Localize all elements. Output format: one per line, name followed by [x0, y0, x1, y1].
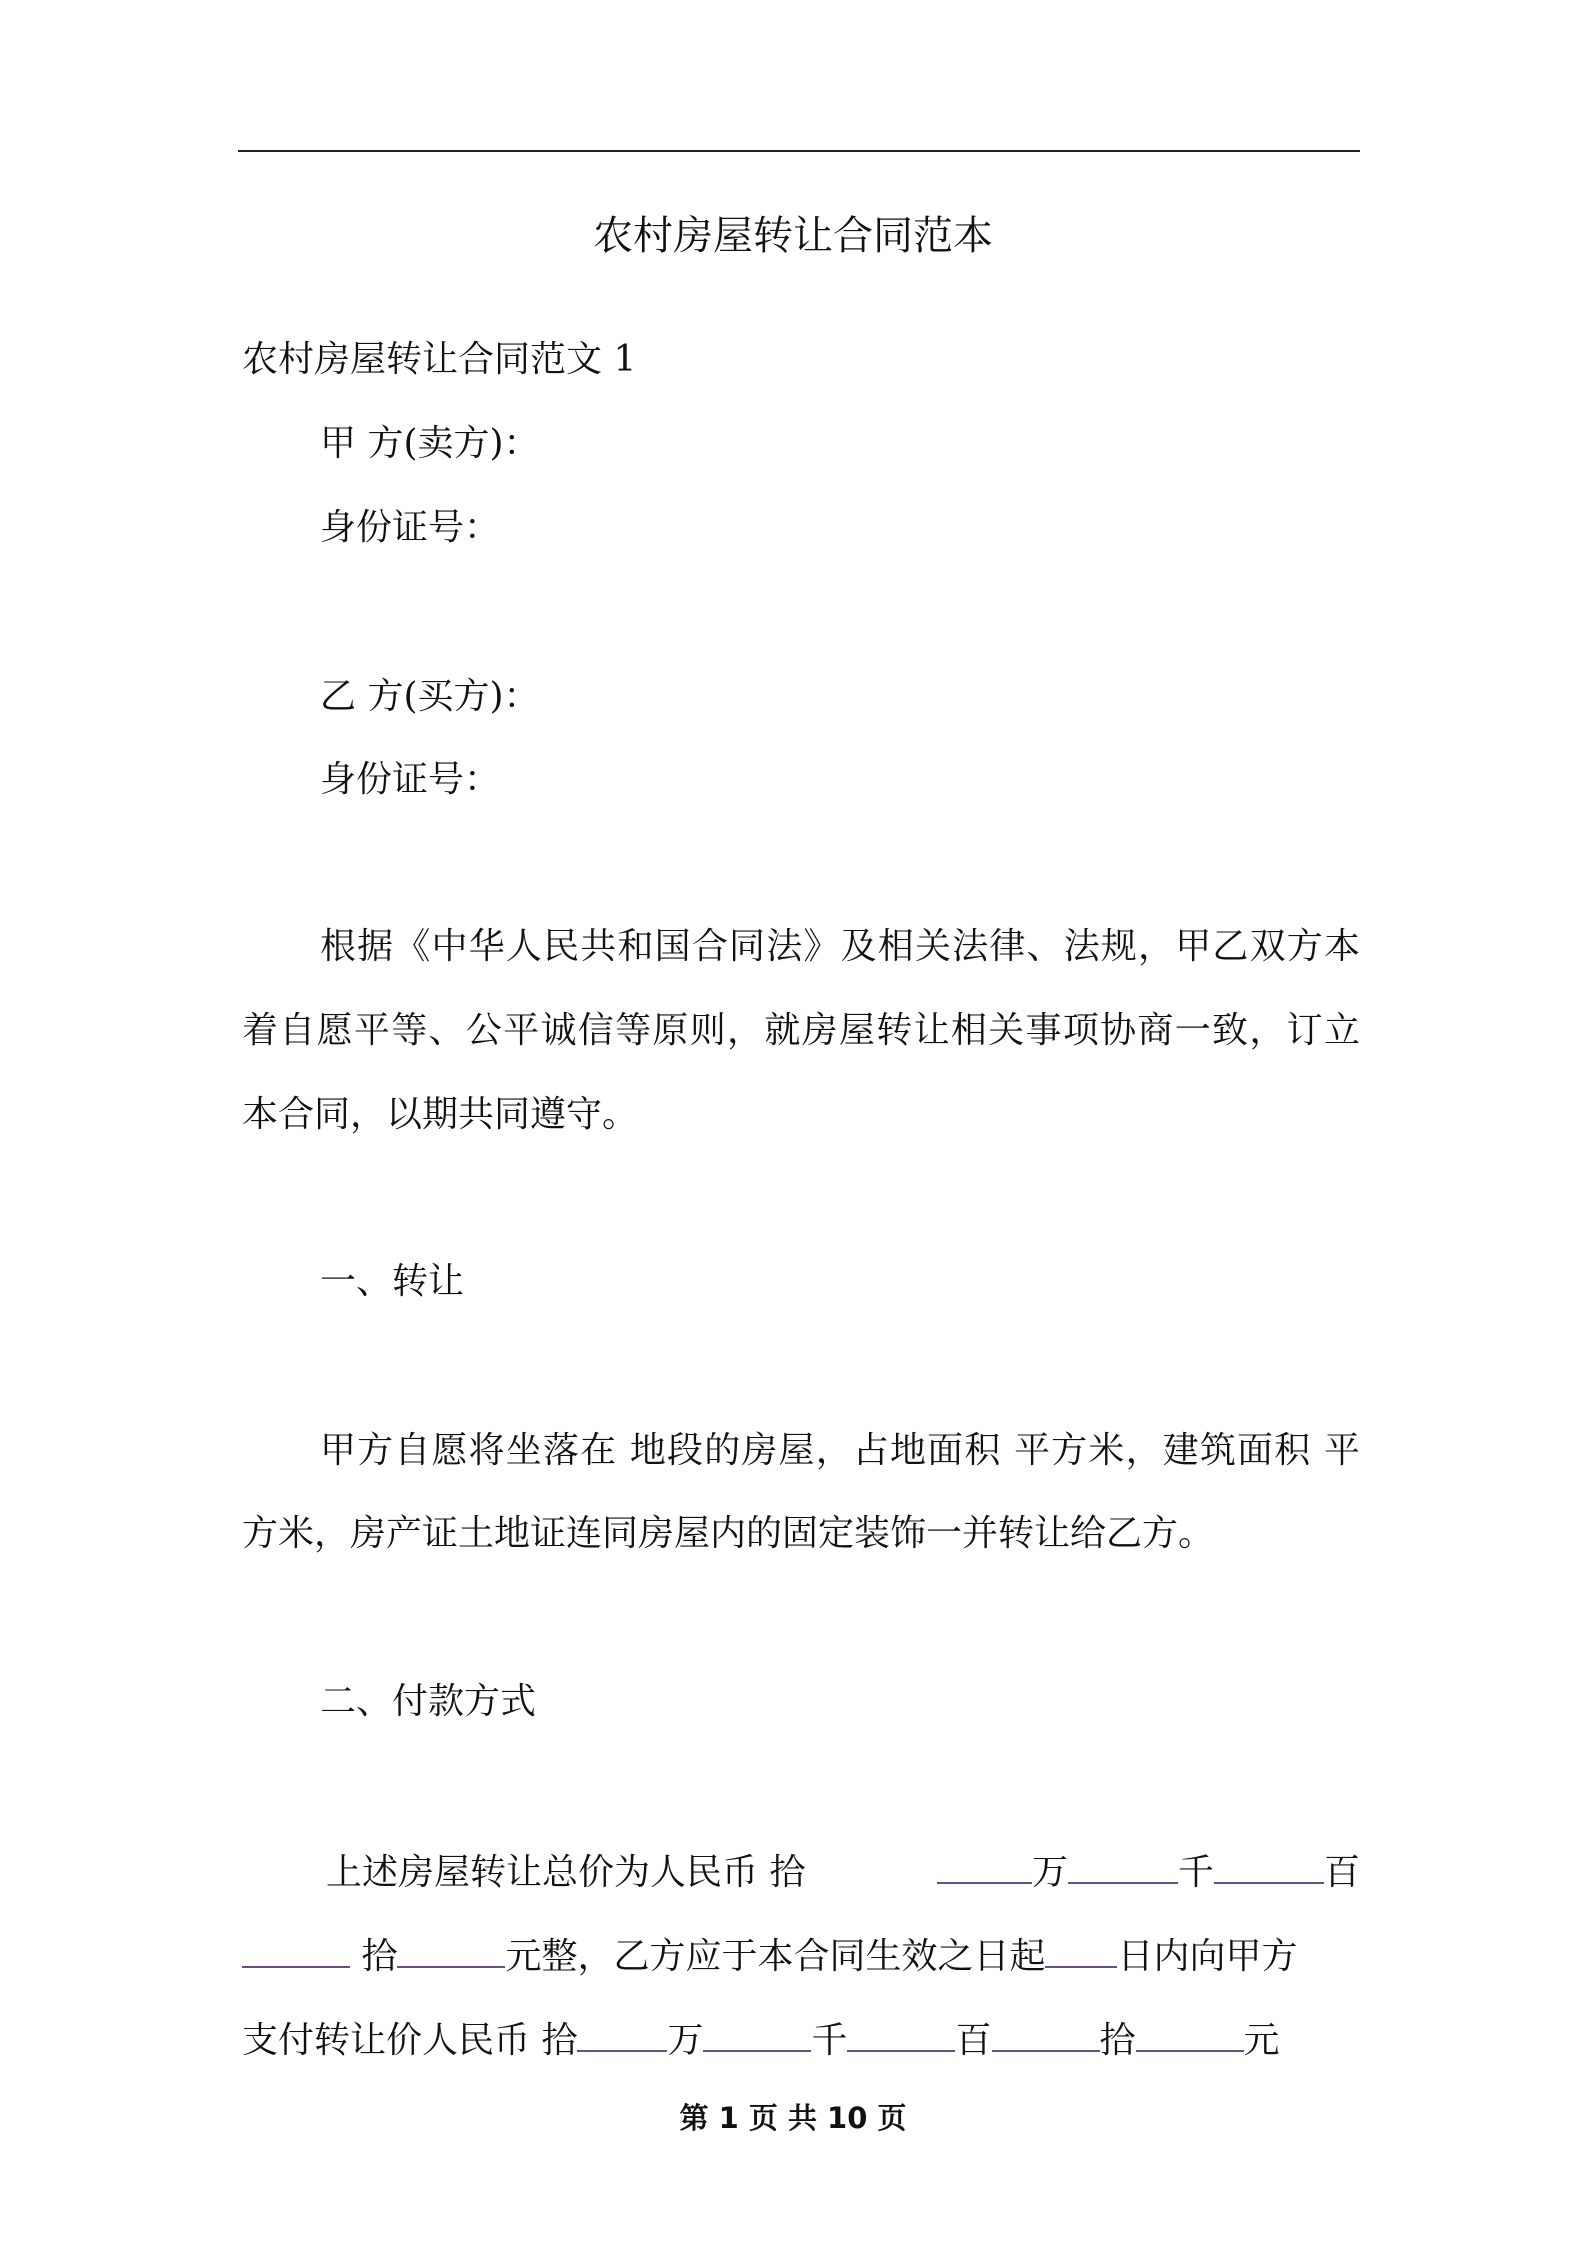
blank-field[interactable]: [1214, 1848, 1324, 1884]
blank-field[interactable]: [577, 2016, 667, 2052]
payment-text: 日内向甲方: [1117, 1936, 1298, 1977]
transfer-line: 方米，房产证土地证连同房屋内的固定装饰一并转让给乙方。: [242, 1513, 1215, 1554]
heading-transfer: 一、转让: [320, 1261, 465, 1302]
unit-text: 拾: [1099, 2020, 1136, 2061]
unit-text: 千: [1177, 1852, 1214, 1893]
blank-field[interactable]: [1136, 2016, 1244, 2052]
payment-text: 上述房屋转让总价为人民币 拾: [326, 1852, 806, 1893]
blank-field[interactable]: [397, 1932, 505, 1968]
party-b-label: 乙 方(买方)：: [320, 676, 540, 717]
payment-line-3: [242, 2016, 1360, 2063]
payment-line-1: [326, 1848, 1360, 1895]
blank-field[interactable]: [1045, 1932, 1117, 1968]
blank-field[interactable]: [242, 1932, 350, 1968]
intro-line: 本合同，以期共同遵守。: [242, 1094, 639, 1135]
header-rule: [238, 150, 1360, 152]
unit-text: 万: [1031, 1852, 1068, 1893]
blank-field[interactable]: [992, 2016, 1100, 2052]
unit-text: 百: [1323, 1852, 1360, 1893]
unit-text: 千: [811, 2020, 848, 2061]
blank-field[interactable]: [703, 2016, 811, 2052]
payment-text: 元整，乙方应于本合同生效之日起: [505, 1936, 1046, 1977]
intro-line: 根据《中华人民共和国合同法》及相关法律、法规，甲乙双方本: [320, 926, 1360, 967]
intro-line: 着自愿平等、公平诚信等原则，就房屋转让相关事项协商一致，订立: [242, 1010, 1360, 1051]
unit-text: 百: [955, 2020, 992, 2061]
party-a-label: 甲 方(卖方)：: [320, 423, 540, 464]
blank-field[interactable]: [937, 1848, 1032, 1884]
heading-payment: 二、付款方式: [320, 1681, 537, 1722]
unit-text: 拾: [361, 1936, 398, 1977]
payment-line-2: [242, 1932, 1360, 1979]
unit-text: 万: [667, 2020, 704, 2061]
payment-text: 支付转让价人民币 拾: [242, 2020, 578, 2061]
transfer-line: 甲方自愿将坐落在 地段的房屋，占地面积 平方米，建筑面积 平: [320, 1430, 1360, 1471]
party-a-id-label: 身份证号：: [320, 507, 501, 548]
party-b-id-label: 身份证号：: [320, 759, 501, 800]
blank-field[interactable]: [847, 2016, 955, 2052]
page-number: 第 1 页 共 10 页: [679, 2101, 907, 2135]
document-title: 农村房屋转让合同范本: [593, 213, 993, 259]
section-title: 农村房屋转让合同范文 1: [242, 339, 637, 380]
unit-text: 元: [1243, 2020, 1280, 2061]
blank-field[interactable]: [1068, 1848, 1178, 1884]
